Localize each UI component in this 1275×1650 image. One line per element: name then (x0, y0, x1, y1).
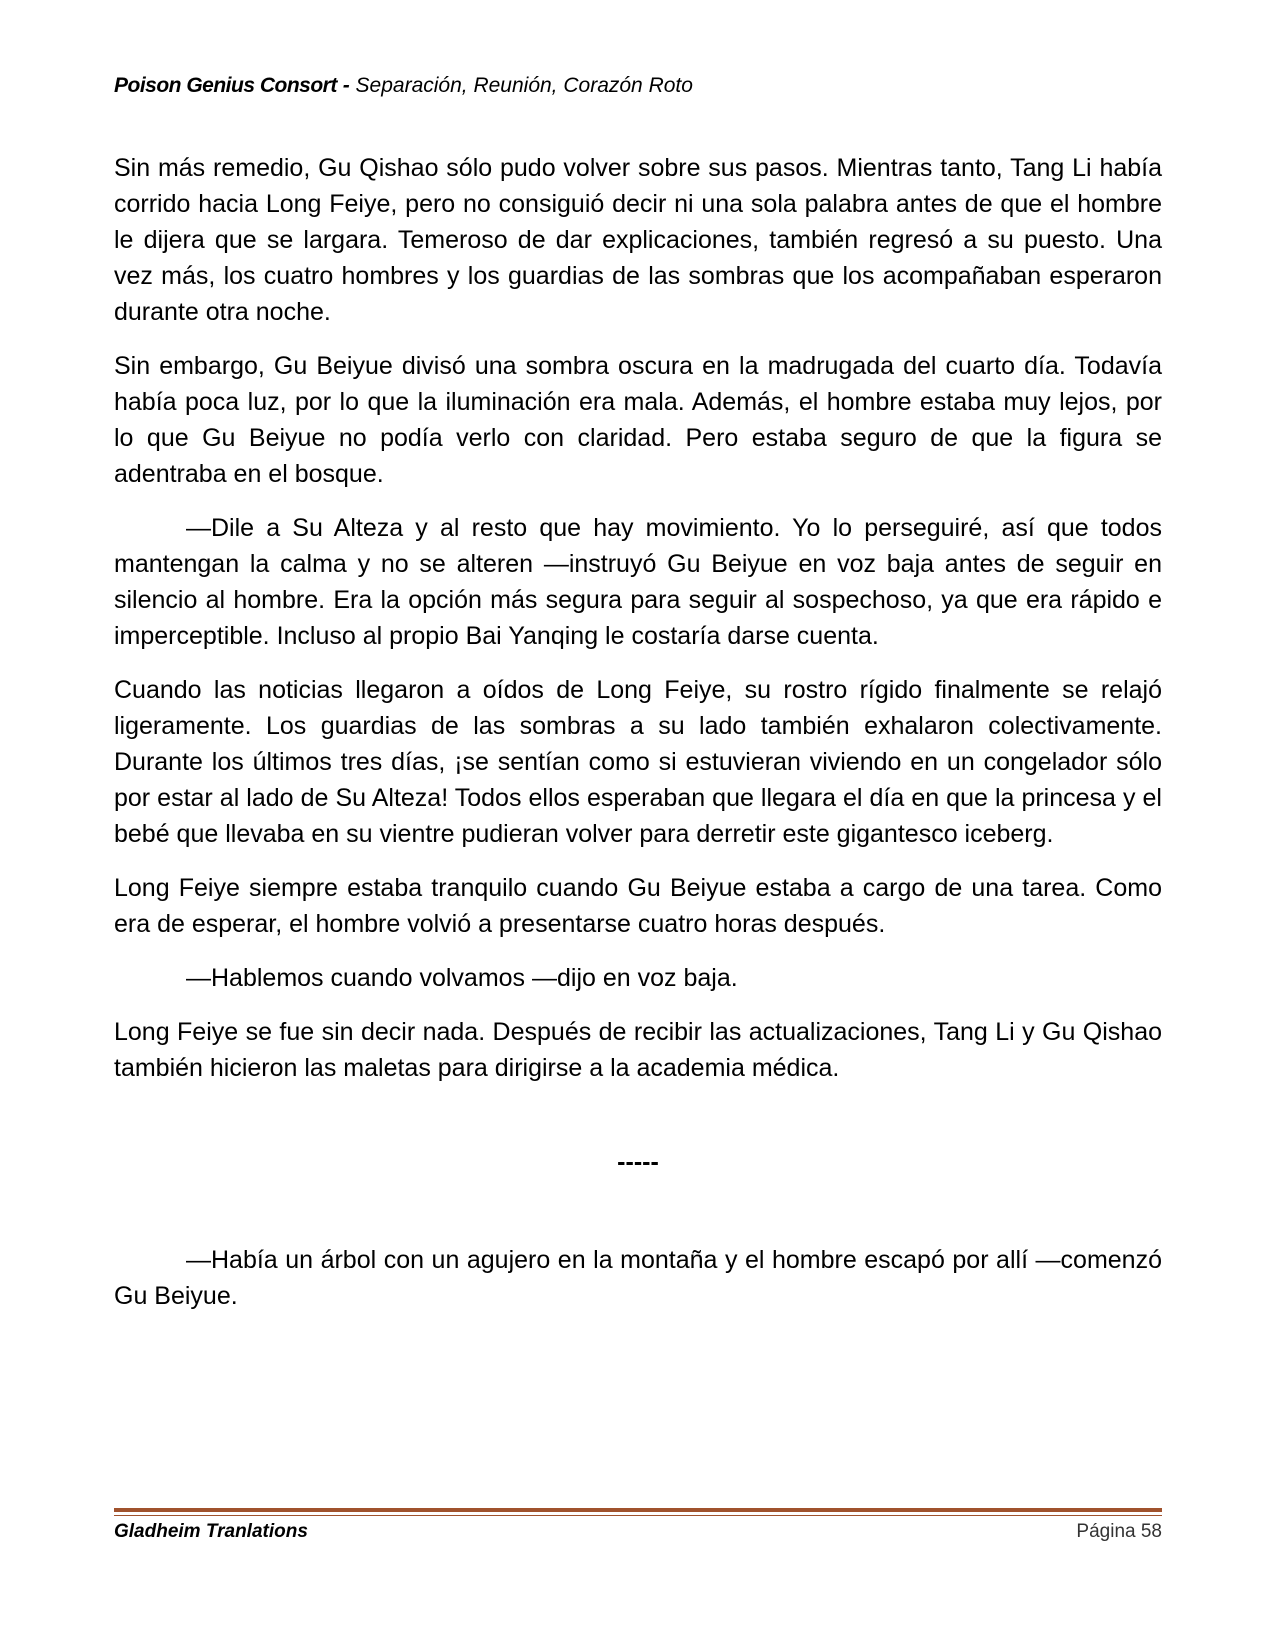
page-body (114, 150, 1162, 1332)
dialogue-paragraph: —Dile a Su Alteza y al resto que hay movimiento. Yo lo perseguiré, así que todos mantengan la calma y no se alteren —instruyó Gu Beiyue en voz baja antes de seguir en silencio al hombre. Era la opción más segura para seguir al sospechoso, ya que era rápido e imperceptible. Incluso al propio Bai Yanqing le costaría darse cuenta. (114, 514, 1162, 650)
page-header (114, 74, 693, 98)
paragraph: Long Feiye se fue sin decir nada. Después de recibir las actualizaciones, Tang Li y Gu Qishao también hicieron las maletas para dirigirse a la academia médica. (114, 1018, 1162, 1082)
paragraph: Long Feiye siempre estaba tranquilo cuando Gu Beiyue estaba a cargo de una tarea. Como era de esperar, el hombre volvió a presentarse cuatro horas después. (114, 874, 1162, 938)
scene-divider: ----- (617, 1148, 659, 1176)
footer-rule-thin (114, 1515, 1162, 1516)
page-number: Página 58 (1076, 1521, 1162, 1542)
chapter-title: Separación, Reunión, Corazón Roto (355, 74, 693, 97)
book-title: Poison Genius Consort (114, 74, 337, 97)
header-separator: - (342, 74, 350, 97)
dialogue-paragraph: —Había un árbol con un agujero en la montaña y el hombre escapó por allí —comenzó Gu Beiyue. (114, 1246, 1162, 1310)
paragraph: Sin embargo, Gu Beiyue divisó una sombra oscura en la madrugada del cuarto día. Todavía había poca luz, por lo que la iluminación era mala. Además, el hombre estaba muy lejos, por lo que Gu Beiyue no podía verlo con claridad. Pero estaba seguro de que la figura se adentraba en el bosque. (114, 352, 1162, 488)
paragraph: Cuando las noticias llegaron a oídos de Long Feiye, su rostro rígido finalmente se relajó ligeramente. Los guardias de las sombras a su lado también exhalaron colectivamente. Durante los últimos tres días, ¡se sentían como si estuvieran viviendo en un congelador sólo por estar al lado de Su Alteza! Todos ellos esperaban que llegara el día en que la princesa y el bebé que llevaba en su vientre pudieran volver para derretir este gigantesco iceberg. (114, 676, 1162, 848)
footer-publisher: Gladheim Tranlations (114, 1521, 308, 1542)
footer-rule (114, 1508, 1162, 1512)
paragraph: Sin más remedio, Gu Qishao sólo pudo volver sobre sus pasos. Mientras tanto, Tang Li había corrido hacia Long Feiye, pero no consiguió decir ni una sola palabra antes de que el hombre le dijera que se largara. Temeroso de dar explicaciones, también regresó a su puesto. Una vez más, los cuatro hombres y los guardias de las sombras que los acompañaban esperaron durante otra noche. (114, 154, 1162, 326)
dialogue-paragraph: —Hablemos cuando volvamos —dijo en voz baja. (186, 964, 738, 992)
